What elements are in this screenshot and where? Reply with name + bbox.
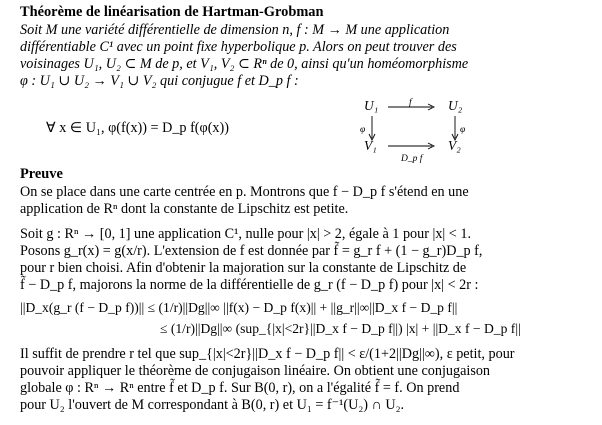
- proof-p3-line-3: globale φ : Rⁿ → Rⁿ entre f̃ et D_p f. Sur B(0, r), on a l'égalité f̃ = f. On prend: [20, 380, 460, 396]
- proof-p1-line-1: On se place dans une carte centrée en p. Montrons que f − D_p f s'étend en une: [20, 184, 469, 200]
- theorem-line-2: différentiable C¹ avec un point fixe hyperbolique p. Alors on peut trouver des: [20, 39, 457, 55]
- proof-p3-line-2: pouvoir appliquer le théorème de conjugaison linéaire. On obtient une conjugaison: [20, 363, 491, 379]
- commutative-diagram: [350, 98, 520, 168]
- diagram-top-left: U₁: [364, 98, 379, 113]
- inequality-line-2: ≤ (1/r)||Dg||∞ (sup_{|x|<2r}||D_x f − D_p f||) |x| + ||D_x f − D_p f||: [160, 321, 521, 336]
- conjugacy-equation: ∀ x ∈ U₁, φ(f(x)) = D_p f(φ(x)): [46, 120, 229, 136]
- proof-p3-line-4: pour U₂ l'ouvert de M correspondant à B(0, r) et U₁ = f⁻¹(U₂) ∩ U₂.: [20, 397, 405, 413]
- proof-title: Preuve: [20, 166, 63, 182]
- proof-p3-line-1: Il suffit de prendre r tel que sup_{|x|<2r}||D_x f − D_p f|| < ε/(1+2||Dg||∞), ε petit, pour: [20, 346, 515, 362]
- inequality-line-1: ||D_x(g_r (f − D_p f))|| ≤ (1/r)||Dg||∞ ||f(x) − D_p f(x)|| + ||g_r||∞||D_x f − D_p f||: [20, 300, 458, 315]
- theorem-line-3: voisinages U₁, U₂ ⊂ M de p, et V₁, V₂ ⊂ Rⁿ de 0, ainsi qu'un homéomorphisme: [20, 56, 469, 72]
- diagram-bottom-arrow-label: D_p f: [401, 154, 423, 164]
- proof-p2-line-1: Soit g : Rⁿ → [0, 1] une application C¹, nulle pour |x| > 2, égale à 1 pour |x| < 1.: [20, 226, 472, 242]
- diagram-top-arrow-label: f: [409, 98, 412, 108]
- proof-p2-line-4: f̃ − D_p f, majorons la norme de la différentielle de g_r (f − D_p f) pour |x| < 2r :: [20, 277, 479, 293]
- proof-p2-line-3: pour r bien choisi. Afin d'obtenir la majoration sur la constante de Lipschitz de: [20, 260, 467, 276]
- theorem-line-1: Soit M une variété différentielle de dimension n, f : M → M une application: [20, 22, 450, 38]
- diagram-left-arrow-label: φ: [360, 125, 366, 135]
- proof-p1-line-2: application de Rⁿ dont la constante de Lipschitz est petite.: [20, 201, 349, 217]
- diagram-bottom-right: V₂: [448, 138, 461, 153]
- theorem-title: Théorème de linéarisation de Hartman-Grobman: [20, 4, 324, 20]
- diagram-top-right: U₂: [448, 98, 463, 113]
- theorem-line-4: φ : U₁ ∪ U₂ → V₁ ∪ V₂ qui conjugue f et D_p f :: [20, 73, 299, 89]
- diagram-right-arrow-label: φ: [460, 125, 466, 135]
- proof-p2-line-2: Posons g_r(x) = g(x/r). L'extension de f est donnée par f̃ = g_r f + (1 − g_r)D_p f,: [20, 243, 483, 259]
- diagram-bottom-left: V₁: [364, 138, 377, 153]
